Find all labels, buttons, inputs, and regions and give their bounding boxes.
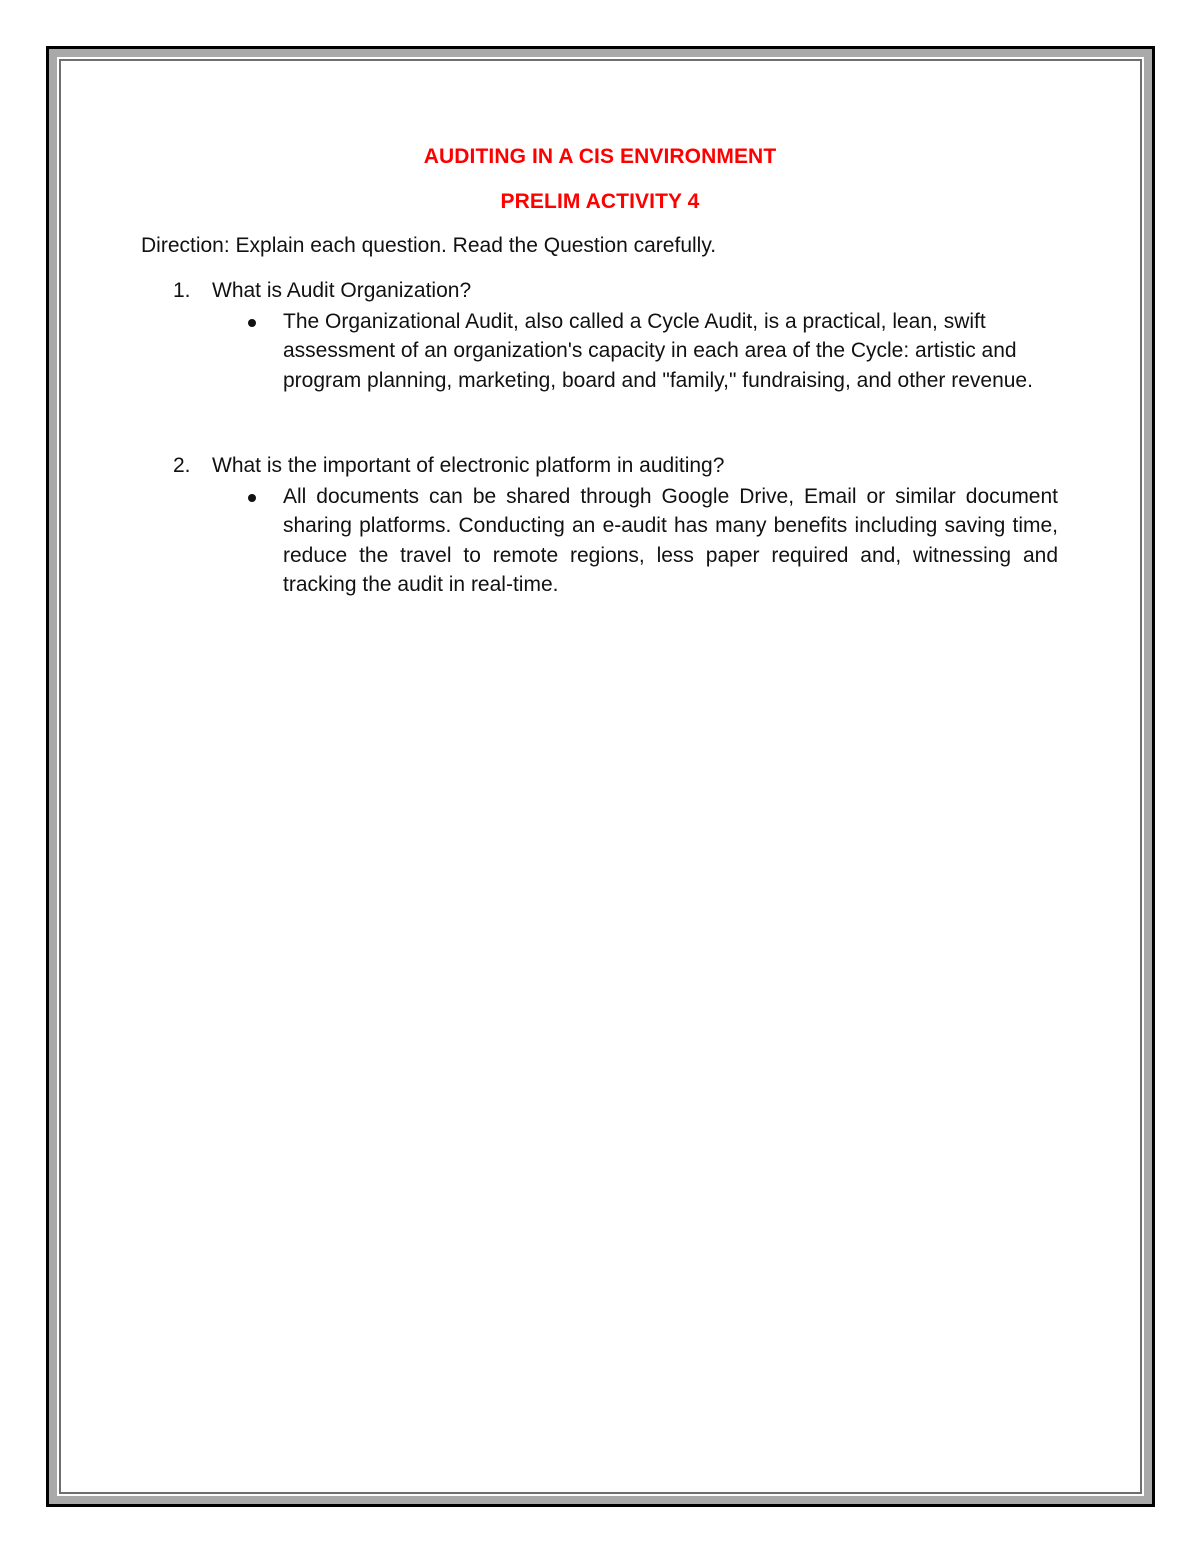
document-title: AUDITING IN A CIS ENVIRONMENT: [423, 145, 777, 168]
answer-2-text: All documents can be shared through Google Drive, Email or similar document sharing platforms. Conducting an e-audit has many benefits including saving time, reduce the travel to remote regions, less paper required and, witnessing and tracking the audit in real-time.: [283, 485, 1058, 596]
document-subtitle: PRELIM ACTIVITY 4: [500, 190, 700, 213]
question-2-text: What is the important of electronic platform in auditing?: [212, 454, 725, 477]
bullet-icon: [248, 494, 256, 502]
question-1-number: 1.: [173, 279, 191, 302]
page-border-inner-line: [59, 59, 1142, 1494]
direction-text: Direction: Explain each question. Read the Question carefully.: [141, 234, 717, 257]
answer-1-text: The Organizational Audit, also called a Cycle Audit, is a practical, lean, swift assessment of an organization's capacity in each area of the Cycle: artistic and program planning, marketing, board and "family," fundraising, and other revenue.: [283, 310, 1033, 392]
page-border: [46, 46, 1155, 1507]
question-1-text: What is Audit Organization?: [212, 279, 472, 302]
question-2-number: 2.: [173, 454, 191, 477]
bullet-icon: [248, 319, 256, 327]
